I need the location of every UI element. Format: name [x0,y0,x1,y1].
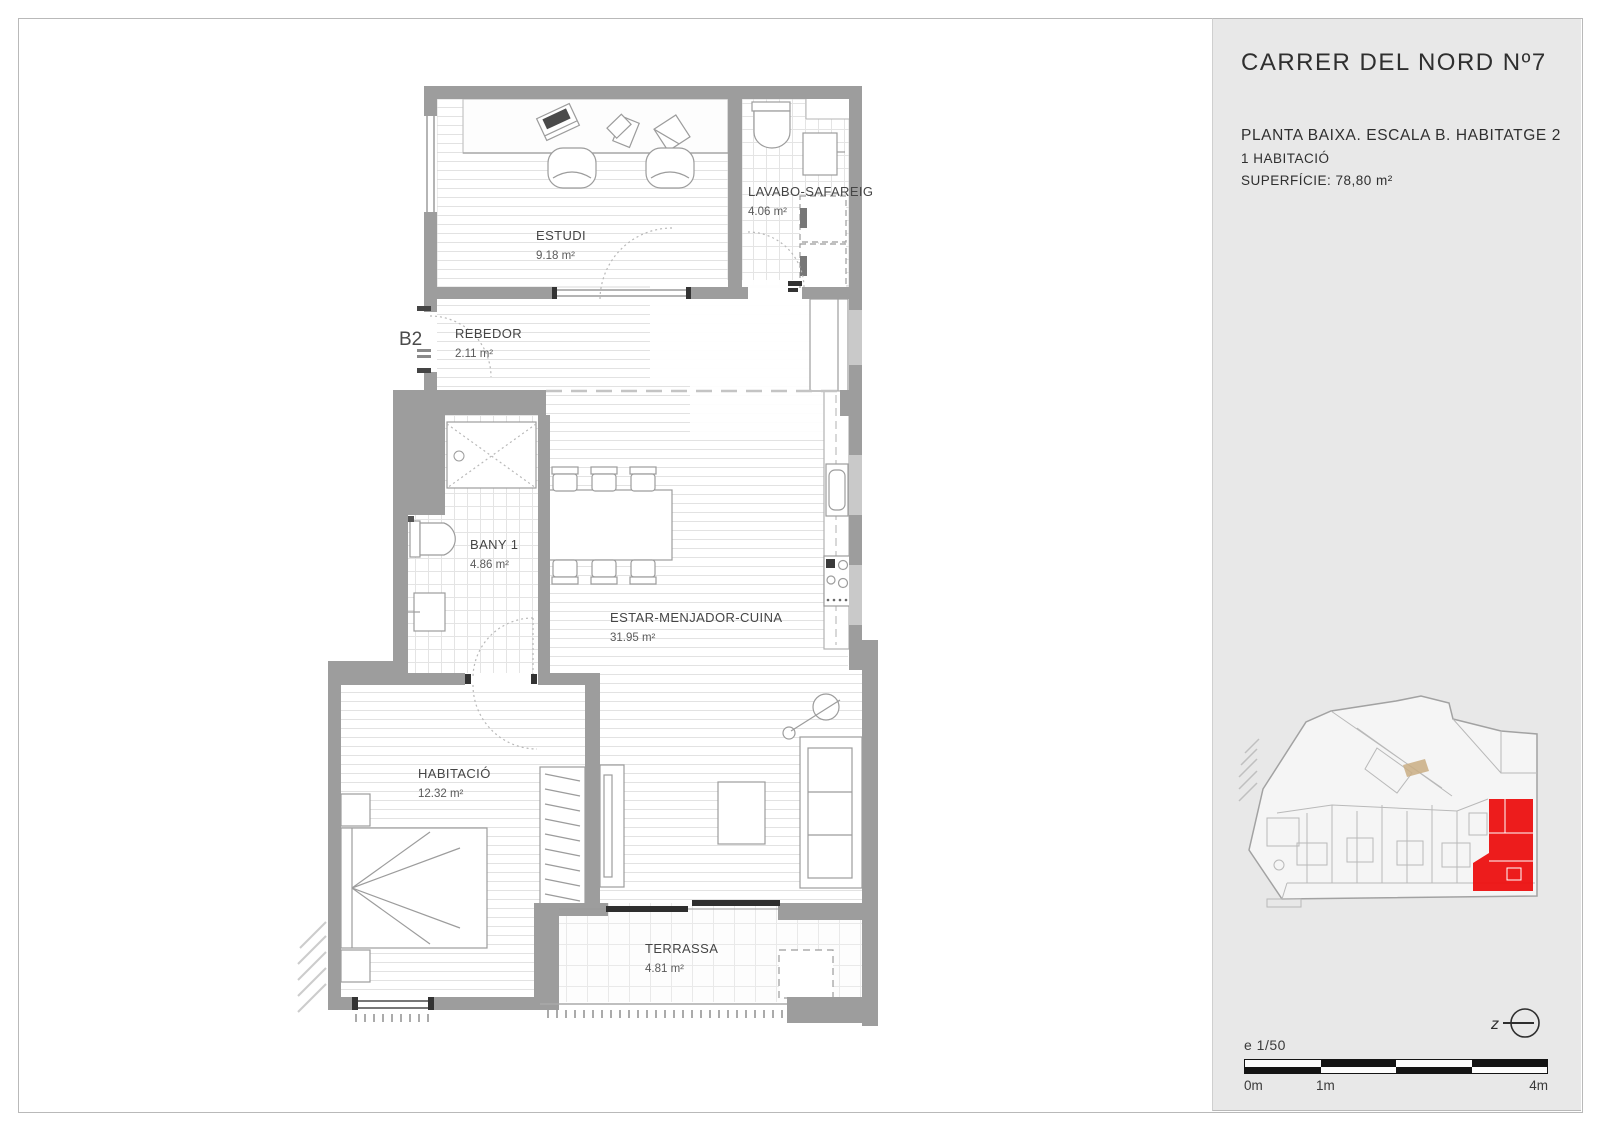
rooms-count: 1 HABITACIÓ [1241,151,1330,166]
room-name: BANY 1 [470,537,519,552]
scale-mark-1: 1m [1316,1078,1335,1093]
desk-chair [646,148,694,188]
dining-table [548,490,672,560]
room-area: 2.11 m² [455,348,494,360]
room-name: TERRASSA [645,941,719,956]
sofa [800,737,862,888]
nightstand [341,794,370,826]
room-area: 4.81 m² [645,963,684,975]
scale-marks [1244,1078,1548,1094]
project-title: CARRER DEL NORD Nº7 [1241,49,1547,76]
north-arrow [1489,1003,1553,1043]
planter [779,950,833,998]
fridge-cabinet [810,299,848,391]
info-sidebar [1212,18,1581,1111]
plan-subtitle: PLANTA BAIXA. ESCALA B. HABITATGE 2 [1241,127,1561,144]
desk [463,99,728,153]
unit-label: B2 [399,329,423,350]
room-area: 31.95 m² [610,632,656,644]
coffee-table [718,782,765,844]
room-area: 4.86 m² [470,559,509,571]
tv-bench [600,765,624,887]
room-area: 4.06 m² [748,206,787,218]
room-area: 9.18 m² [536,250,575,262]
boundary-hatch [298,922,326,1012]
entry-step [1267,899,1301,907]
desk-chair [548,148,596,188]
surface-area: SUPERFÍCIE: 78,80 m² [1241,173,1393,188]
scale-mark-4: 4m [1529,1078,1548,1093]
room-name: REBEDOR [455,326,523,341]
room-name: ESTUDI [536,228,587,243]
bed [341,828,487,948]
site-key-plan [1237,693,1553,913]
room-area: 12.32 m² [418,788,464,800]
north-label: z [1491,1016,1499,1033]
sink [803,133,837,175]
scale-label: e 1/50 [1244,1037,1286,1053]
room-name: HABITACIÓ [418,766,491,781]
room-name: LAVABO-SAFAREIG [748,184,874,199]
railing-ticks [356,1010,782,1022]
kitchen-sink [826,464,848,516]
room-name: ESTAR-MENJADOR-CUINA [610,610,783,625]
toilet [752,102,790,148]
shower [447,422,536,488]
nightstand [341,950,370,982]
stove [824,556,850,606]
wardrobe [540,767,585,908]
scale-mark-0: 0m [1244,1078,1263,1093]
scale-bar [1244,1059,1548,1074]
